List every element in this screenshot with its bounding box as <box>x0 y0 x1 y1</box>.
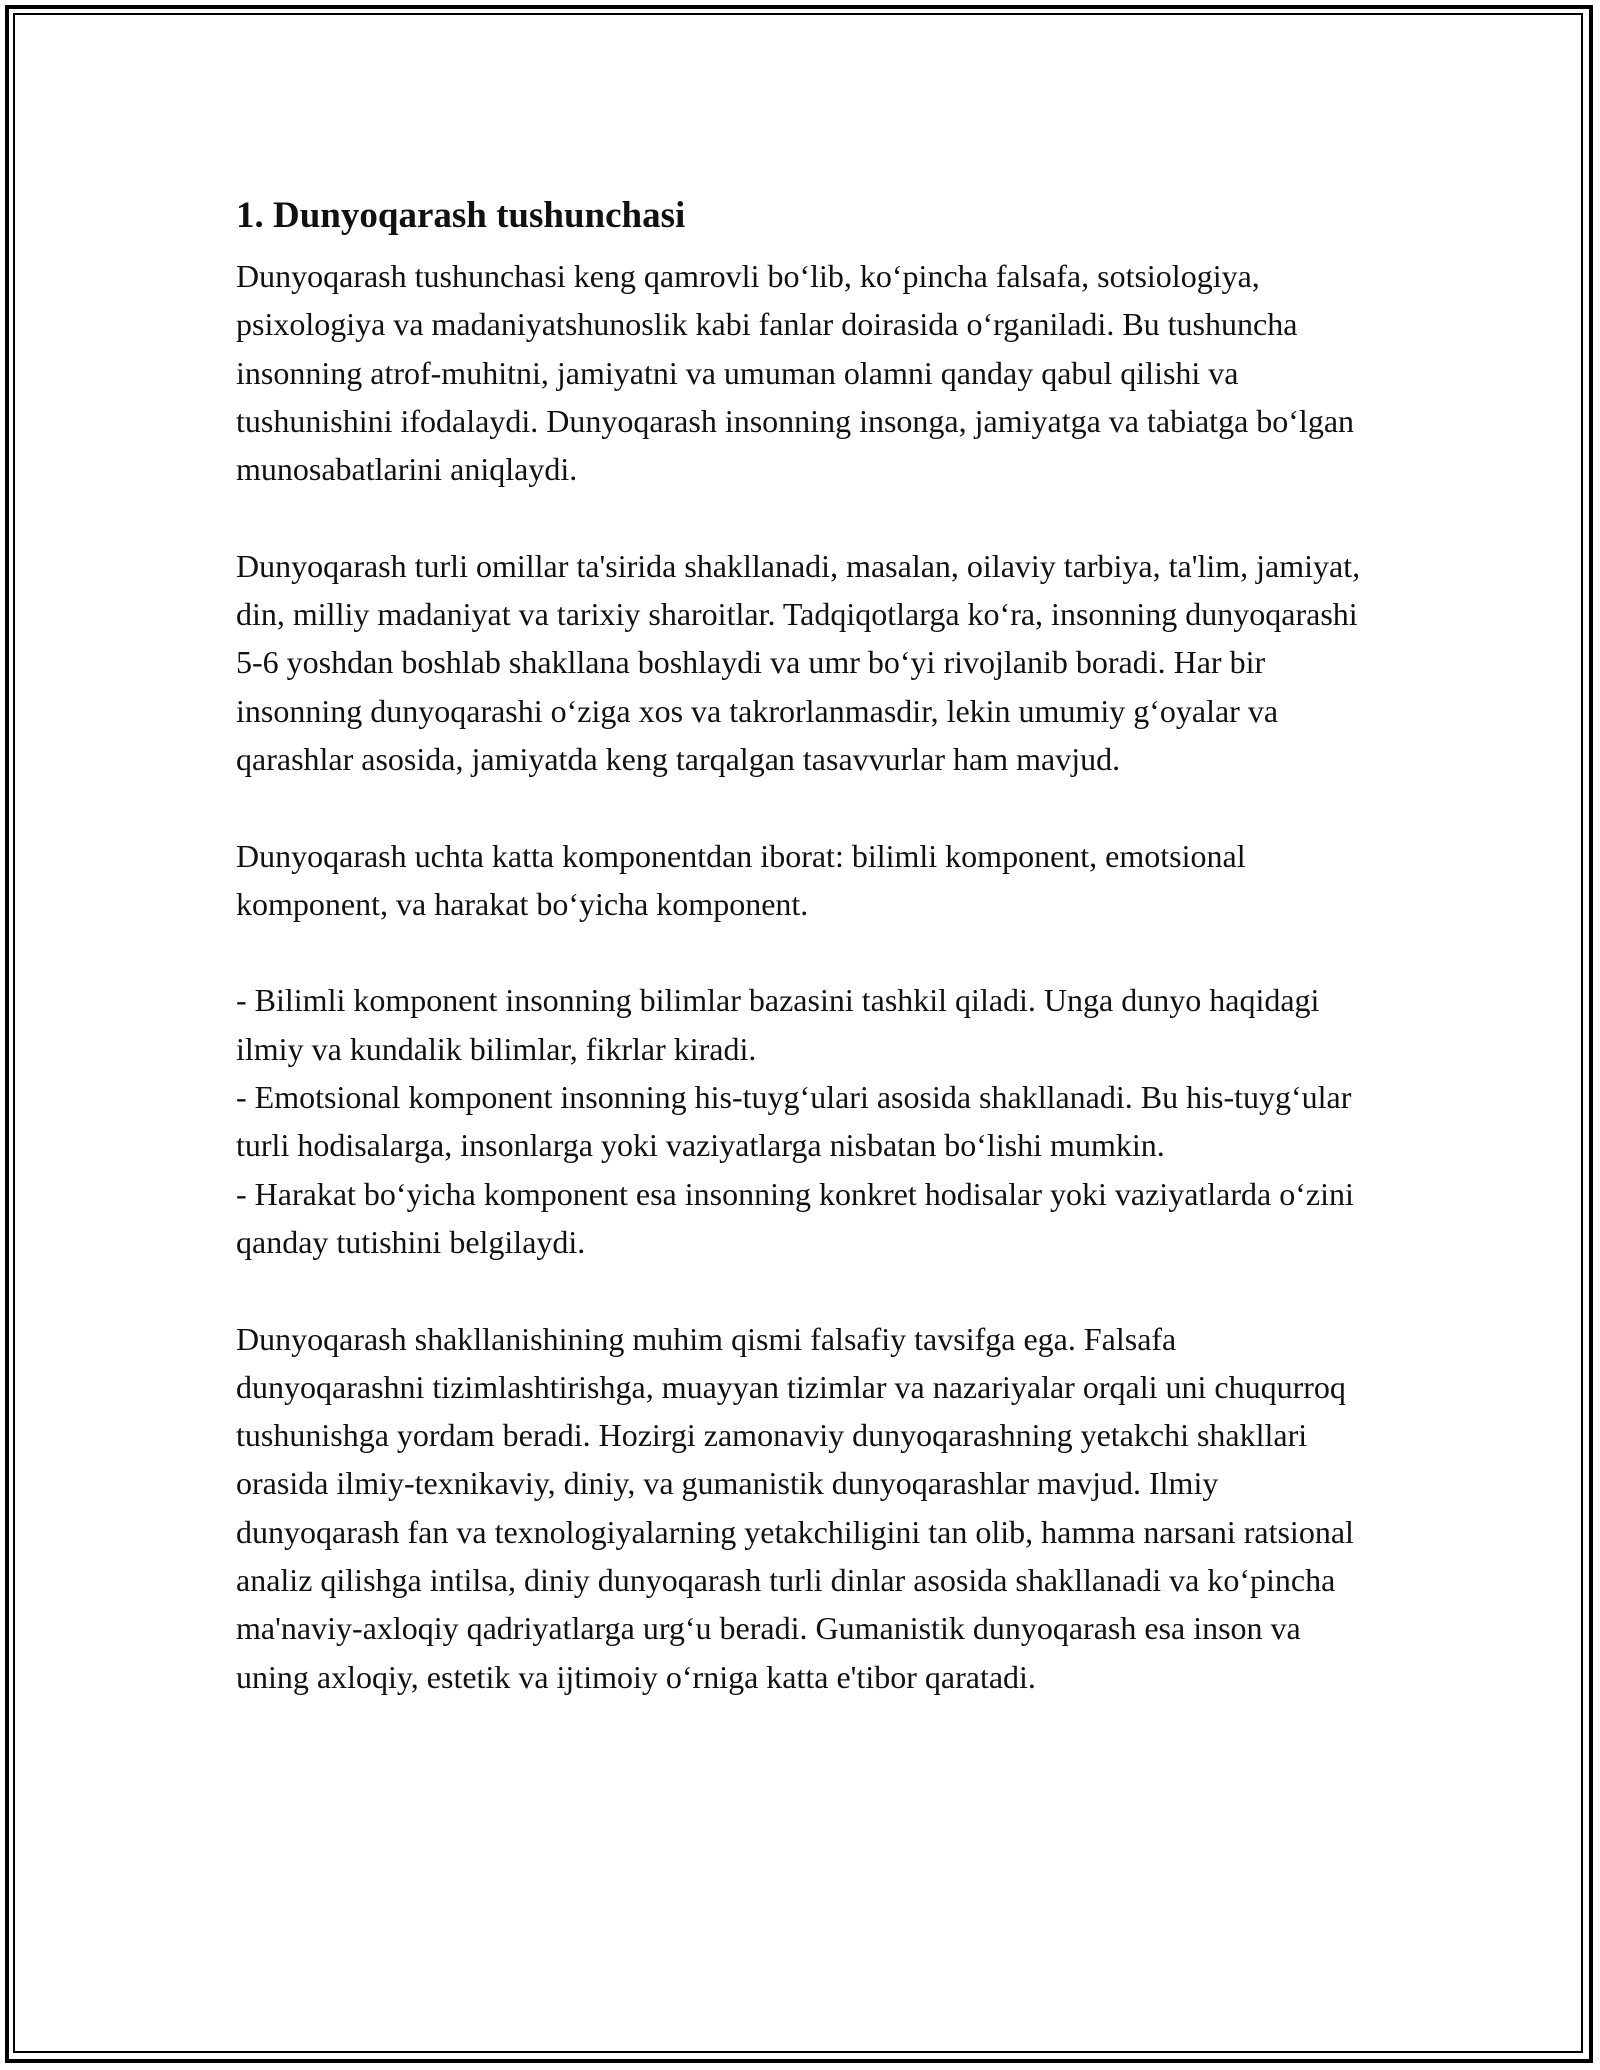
paragraph-philosophy: Dunyoqarash shakllanishining muhim qismi falsafiy tavsifga ega. Falsafa dunyoqarashni tizimlashtirishga, muayyan tizimlar va nazariyalar orqali uni chuqurroq tushunishga yordam beradi. Hozirgi zamonaviy dunyoqarashning yetakchi shakllari orasida ilmiy-texnikaviy, diniy, va gumanistik dunyoqarashlar mavjud. Ilmiy dunyoqarash fan va texnologiyalarning yetakchiligini tan olib, hamma narsani ratsional analiz qilishga intilsa, diniy dunyoqarash turli dinlar asosida shakllanadi va ko‘pincha ma'naviy-axloqiy qadriyatlarga urg‘u beradi. Gumanistik dunyoqarash esa inson va uning axloqiy, estetik va ijtimoiy o‘rniga katta e'tibor qaratadi. <box>236 1320 1354 1695</box>
paragraph-factors: Dunyoqarash turli omillar ta'sirida shakllanadi, masalan, oilaviy tarbiya, ta'lim, jamiyat, din, milliy madaniyat va tarixiy sharoitlar. Tadqiqotlarga ko‘ra, insonning dunyoqarashi 5-6 yoshdan boshlab shakllana boshlaydi va umr bo‘yi rivojlanib boradi. Har bir insonning dunyoqarashi o‘ziga xos va takrorlanmasdir, lekin umumiy g‘oyalar va qarashlar asosida, jamiyatda keng tarqalgan tasavvurlar ham mavjud. <box>236 547 1361 777</box>
paragraph-components: Dunyoqarash uchta katta komponentdan iborat: bilimli komponent, emotsional komponent, va harakat bo‘yicha komponent. <box>236 837 1246 922</box>
list-item: - Harakat bo‘yicha komponent esa insonning konkret hodisalar yoki vaziyatlarda o‘zini qanday tutishini belgilaydi. <box>236 1175 1354 1260</box>
document-body <box>236 180 1366 1749</box>
component-list <box>236 976 1366 1266</box>
paragraph-definition: Dunyoqarash tushunchasi keng qamrovli bo‘lib, ko‘pincha falsafa, sotsiologiya, psixologiya va madaniyatshunoslik kabi fanlar doirasida o‘rganiladi. Bu tushuncha insonning atrof-muhitni, jamiyatni va umuman olamni qanday qabul qilishi va tushunishini ifodalaydi. Dunyoqarash insonning insonga, jamiyatga va tabiatga bo‘lgan munosabatlarini aniqlaydi. <box>236 258 1355 488</box>
list-item: - Emotsional komponent insonning his-tuyg‘ulari asosida shakllanadi. Bu his-tuyg‘ular turli hodisalarga, insonlarga yoki vaziyatlarga nisbatan bo‘lishi mumkin. <box>236 1079 1352 1164</box>
list-item: - Bilimli komponent insonning bilimlar bazasini tashkil qiladi. Unga dunyo haqidagi ilmiy va kundalik bilimlar, fikrlar kiradi. <box>236 982 1320 1067</box>
section-heading: 1. Dunyoqarash tushunchasi <box>236 195 686 236</box>
